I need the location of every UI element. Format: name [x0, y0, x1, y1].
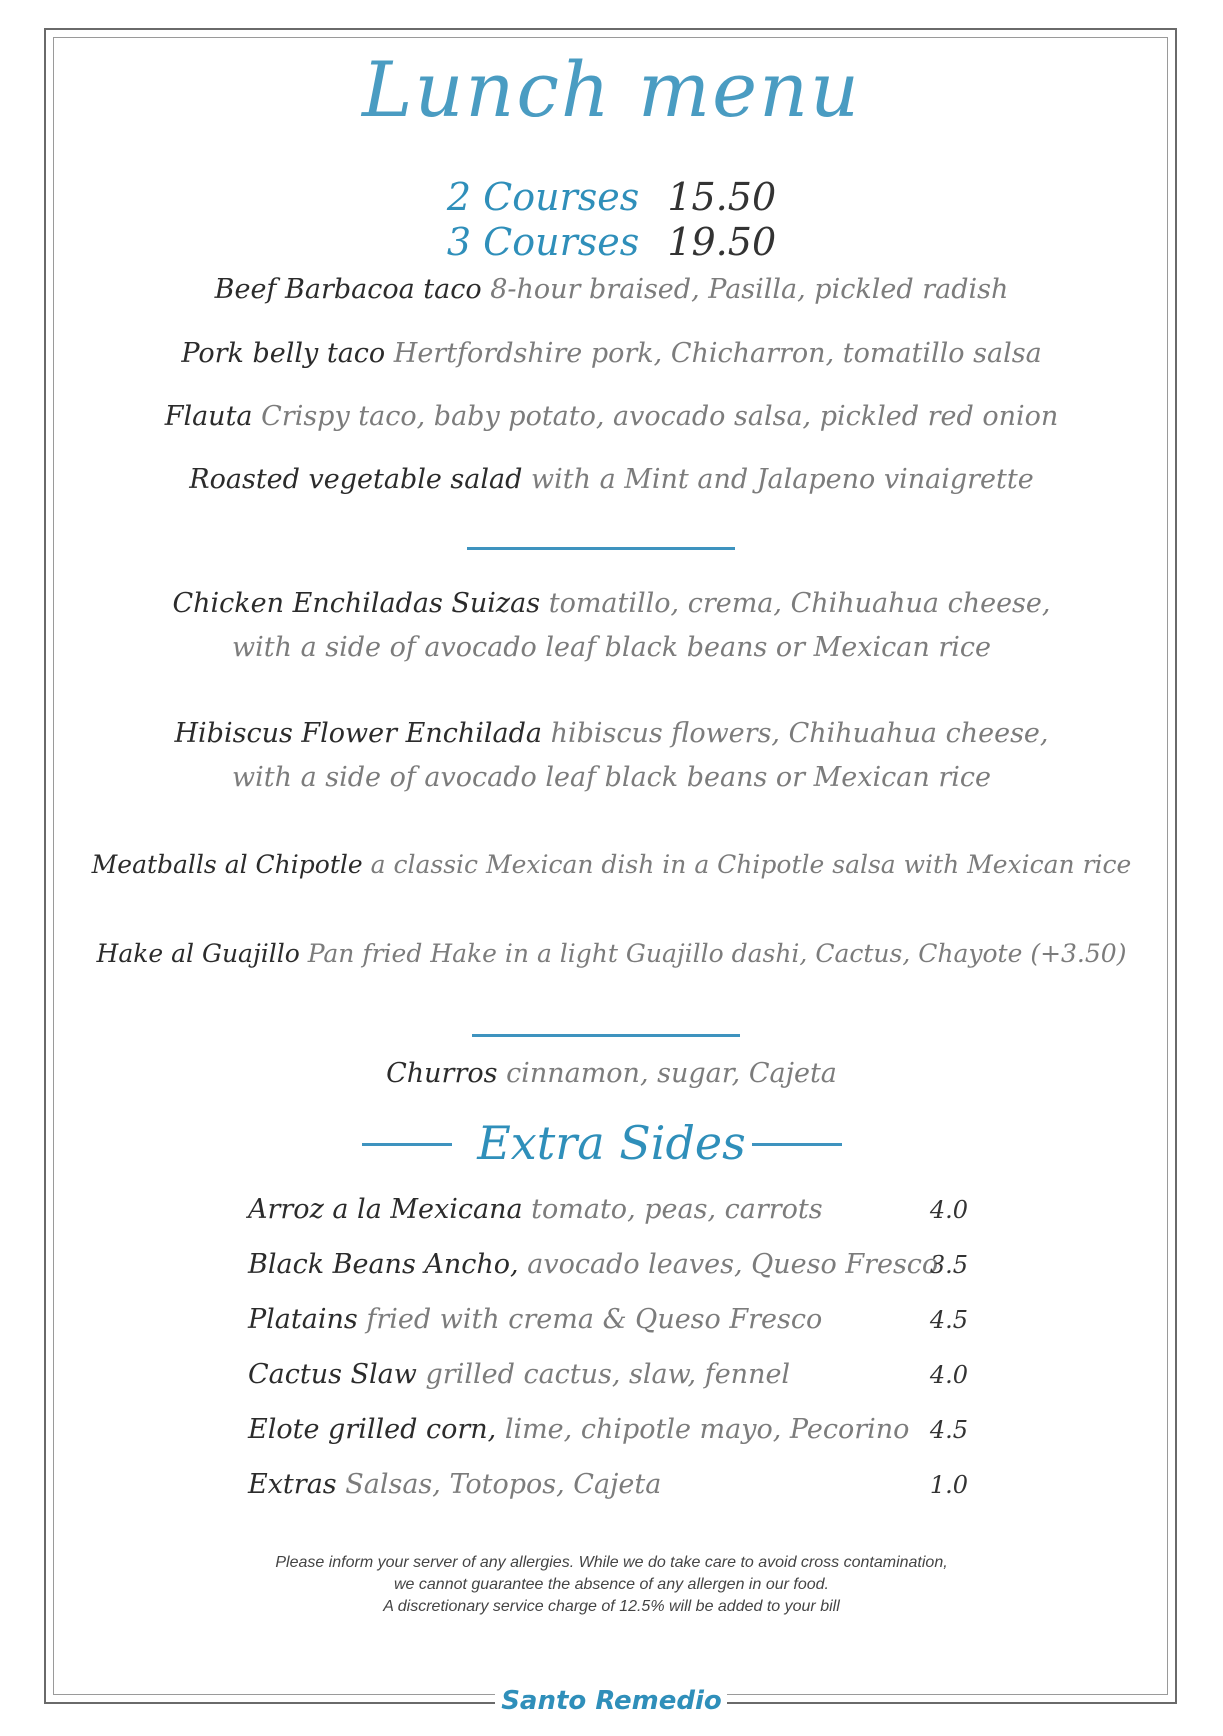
course-count: 3 [446, 220, 472, 264]
side-item [248, 1245, 968, 1285]
dish-description: tomatillo, crema, Chihuahua cheese, [548, 588, 1051, 619]
side-description: lime, chipotle mayo, Pecorino [504, 1414, 910, 1445]
sides-rule-right [752, 1143, 842, 1146]
main-item [60, 932, 1163, 976]
side-item [248, 1465, 968, 1505]
dish-description: Crispy taco, baby potato, avocado salsa, pickled red onion [261, 401, 1059, 432]
course-label: Courses [483, 175, 640, 219]
side-item [248, 1355, 968, 1395]
dish-name: Chicken Enchiladas Suizas [172, 588, 541, 619]
dish-description-line-2: with a side of avocado leaf black beans or Mexican rice [232, 632, 991, 663]
side-price: 4.0 [929, 1361, 968, 1389]
dish-description: 8-hour braised, Pasilla, pickled radish [490, 274, 1009, 305]
side-item [248, 1190, 968, 1230]
extra-sides-heading: Extra Sides [477, 1116, 746, 1170]
side-price: 4.5 [929, 1306, 968, 1334]
dish-description-line-2: with a side of avocado leaf black beans or Mexican rice [232, 762, 991, 793]
course-option-3 [0, 220, 1223, 264]
dish-description: a classic Mexican dish in a Chipotle salsa with Mexican rice [370, 850, 1132, 879]
starter-item [60, 268, 1163, 312]
dish-name: Roasted vegetable salad [189, 464, 523, 495]
course-price: 19.50 [667, 220, 777, 264]
brand-logo: Santo Remedio [501, 1686, 722, 1716]
side-name: Platains [248, 1304, 358, 1335]
side-price: 4.0 [929, 1196, 968, 1224]
dish-description: Pan fried Hake in a light Guajillo dashi, Cactus, Chayote (+3.50) [307, 939, 1127, 968]
dish-description: with a Mint and Jalapeno vinaigrette [531, 464, 1034, 495]
side-name: Cactus Slaw [248, 1359, 417, 1390]
side-name: Elote grilled corn, [248, 1414, 497, 1445]
dish-description: Hertfordshire pork, Chicharron, tomatillo salsa [393, 338, 1042, 369]
course-option-2 [0, 175, 1223, 219]
main-item [60, 582, 1163, 670]
dish-name: Beef Barbacoa taco [214, 274, 482, 305]
main-item [60, 843, 1163, 887]
notice-line: we cannot guarantee the absence of any allergen in our food. [394, 1576, 829, 1593]
side-description: Salsas, Totopos, Cajeta [345, 1469, 662, 1500]
dish-description: cinnamon, sugar, Cajeta [506, 1058, 837, 1089]
dish-name: Hibiscus Flower Enchilada [174, 718, 542, 749]
dish-name: Pork belly taco [181, 338, 386, 369]
side-description: avocado leaves, Queso Fresco [527, 1249, 939, 1280]
course-price: 15.50 [667, 175, 777, 219]
starter-item [60, 458, 1163, 502]
dish-name: Meatballs al Chipotle [91, 850, 363, 879]
side-name: Extras [248, 1469, 337, 1500]
side-item [248, 1410, 968, 1450]
notice-line: A discretionary service charge of 12.5% will be added to your bill [383, 1598, 840, 1615]
side-description: grilled cactus, slaw, fennel [425, 1359, 791, 1390]
dish-name: Hake al Guajillo [96, 939, 300, 968]
dish-description: hibiscus flowers, Chihuahua cheese, [550, 718, 1049, 749]
side-name: Arroz a la Mexicana [248, 1194, 523, 1225]
menu-title: Lunch menu [362, 45, 861, 134]
side-item [248, 1300, 968, 1340]
main-item [60, 712, 1163, 800]
course-label: Courses [483, 220, 640, 264]
dessert-item [60, 1052, 1163, 1096]
section-divider [467, 547, 735, 550]
dish-name: Churros [386, 1058, 498, 1089]
course-count: 2 [446, 175, 472, 219]
side-name: Black Beans Ancho, [248, 1249, 519, 1280]
side-price: 4.5 [929, 1416, 968, 1444]
allergy-notice [0, 1552, 1223, 1618]
side-price: 1.0 [929, 1471, 968, 1499]
side-description: tomato, peas, carrots [531, 1194, 823, 1225]
side-description: fried with crema & Queso Fresco [366, 1304, 823, 1335]
starter-item [60, 395, 1163, 439]
side-price: 3.5 [929, 1251, 968, 1279]
notice-line: Please inform your server of any allergies. While we do take care to avoid cross contamination, [275, 1554, 948, 1571]
dish-name: Flauta [164, 401, 253, 432]
section-divider [472, 1034, 740, 1037]
starter-item [60, 332, 1163, 376]
